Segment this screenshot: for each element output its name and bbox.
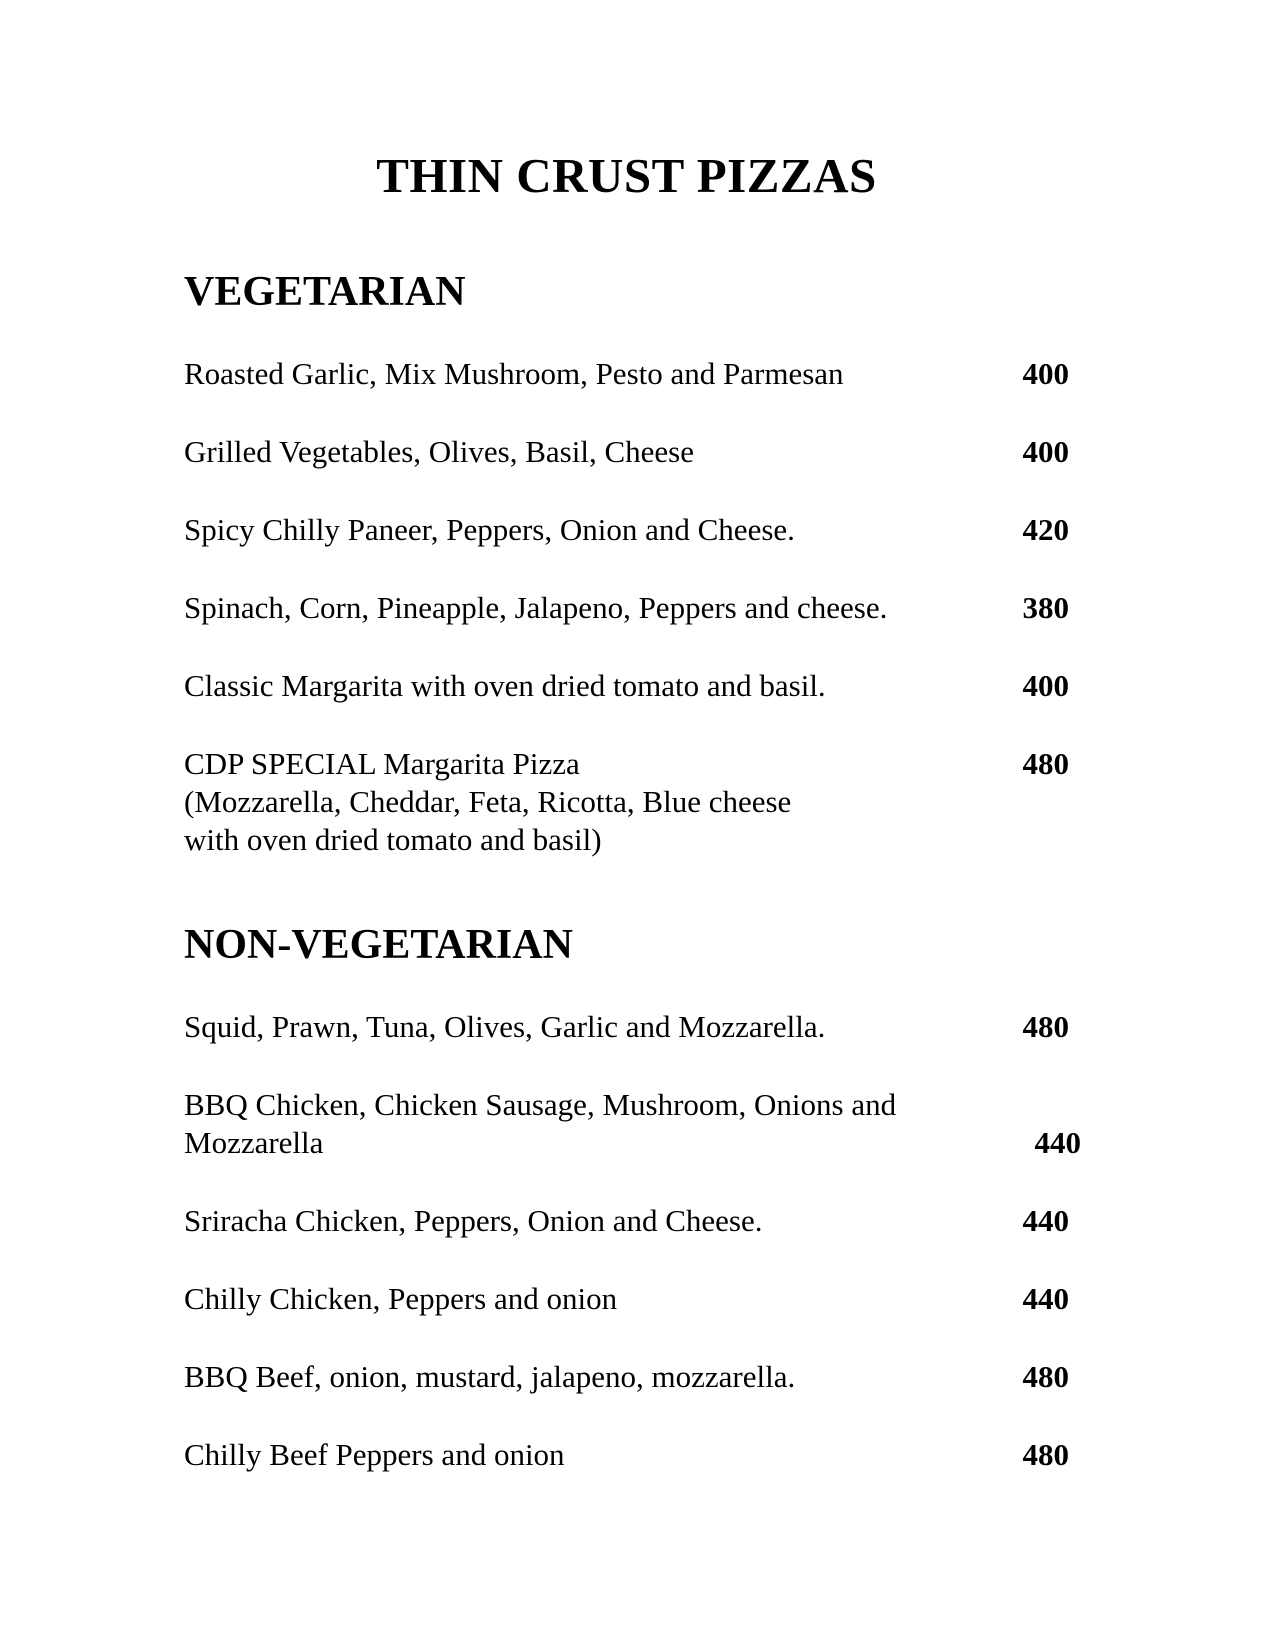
menu-item-line: Chilly Beef Peppers and onion bbox=[184, 1437, 565, 1472]
menu-item-line: (Mozzarella, Cheddar, Feta, Ricotta, Blue cheese bbox=[184, 784, 792, 819]
menu-item-name bbox=[184, 1358, 795, 1396]
menu-item-line: Roasted Garlic, Mix Mushroom, Pesto and Parmesan bbox=[184, 356, 844, 391]
menu-item-name bbox=[184, 1202, 763, 1240]
menu-item bbox=[184, 1436, 1069, 1474]
menu-section-items bbox=[184, 1008, 1081, 1474]
menu-sections bbox=[184, 266, 1081, 1474]
menu-item-name bbox=[184, 745, 791, 859]
menu-item-line: BBQ Beef, onion, mustard, jalapeno, mozzarella. bbox=[184, 1359, 796, 1394]
menu-item bbox=[184, 433, 1069, 471]
menu-section-items bbox=[184, 355, 1069, 859]
menu-item-line: CDP SPECIAL Margarita Pizza bbox=[184, 746, 580, 781]
menu-section-heading-vegetarian: VEGETARIAN bbox=[184, 269, 466, 315]
menu-item bbox=[184, 1008, 1069, 1046]
menu-item-name bbox=[184, 1086, 896, 1162]
menu-item-price: 400 bbox=[1022, 434, 1069, 469]
menu-item-line: Squid, Prawn, Tuna, Olives, Garlic and Mozzarella. bbox=[184, 1009, 826, 1044]
menu-item-line: Chilly Chicken, Peppers and onion bbox=[184, 1281, 618, 1316]
menu-item-line: Grilled Vegetables, Olives, Basil, Cheese bbox=[184, 434, 694, 469]
menu-item-price: 440 bbox=[1022, 1281, 1069, 1316]
menu-item-name bbox=[184, 667, 826, 705]
menu-section bbox=[184, 266, 1069, 859]
menu-section bbox=[184, 919, 1081, 1474]
menu-item-name bbox=[184, 355, 844, 393]
menu-item bbox=[184, 1086, 1081, 1162]
menu-item-line: with oven dried tomato and basil) bbox=[184, 822, 602, 857]
menu-item-price: 480 bbox=[1022, 746, 1069, 781]
menu-item bbox=[184, 1358, 1069, 1396]
menu-item-price: 440 bbox=[1022, 1203, 1069, 1238]
menu-item-price: 480 bbox=[1022, 1359, 1069, 1394]
menu-item-line: BBQ Chicken, Chicken Sausage, Mushroom, Onions and bbox=[184, 1087, 897, 1122]
menu-item-price: 440 bbox=[1034, 1125, 1081, 1160]
menu-item bbox=[184, 589, 1069, 627]
menu-item-name bbox=[184, 1436, 565, 1474]
menu-item-price: 420 bbox=[1022, 512, 1069, 547]
menu-item-price: 480 bbox=[1022, 1437, 1069, 1472]
menu-section-heading-non-vegetarian: NON-VEGETARIAN bbox=[184, 922, 573, 968]
menu-item-line: Mozzarella bbox=[184, 1125, 324, 1160]
menu-item-name bbox=[184, 589, 887, 627]
menu-item bbox=[184, 355, 1069, 393]
page-title: THIN CRUST PIZZAS bbox=[376, 148, 877, 203]
menu-item-line: Spinach, Corn, Pineapple, Jalapeno, Peppers and cheese. bbox=[184, 590, 888, 625]
menu-item bbox=[184, 1280, 1069, 1318]
menu-item-price: 480 bbox=[1022, 1009, 1069, 1044]
menu-item bbox=[184, 667, 1069, 705]
menu-item bbox=[184, 1202, 1069, 1240]
menu-item-name bbox=[184, 1280, 617, 1318]
menu-item-line: Classic Margarita with oven dried tomato and basil. bbox=[184, 668, 826, 703]
menu-item-name bbox=[184, 1008, 825, 1046]
menu-item bbox=[184, 511, 1069, 549]
menu-item-line: Sriracha Chicken, Peppers, Onion and Cheese. bbox=[184, 1203, 763, 1238]
menu-item-name bbox=[184, 433, 694, 471]
menu-item-price: 380 bbox=[1022, 590, 1069, 625]
menu-item-line: Spicy Chilly Paneer, Peppers, Onion and Cheese. bbox=[184, 512, 795, 547]
menu-item bbox=[184, 745, 1069, 859]
menu-item-name bbox=[184, 511, 795, 549]
menu-item-price: 400 bbox=[1022, 356, 1069, 391]
menu-item-price: 400 bbox=[1022, 668, 1069, 703]
